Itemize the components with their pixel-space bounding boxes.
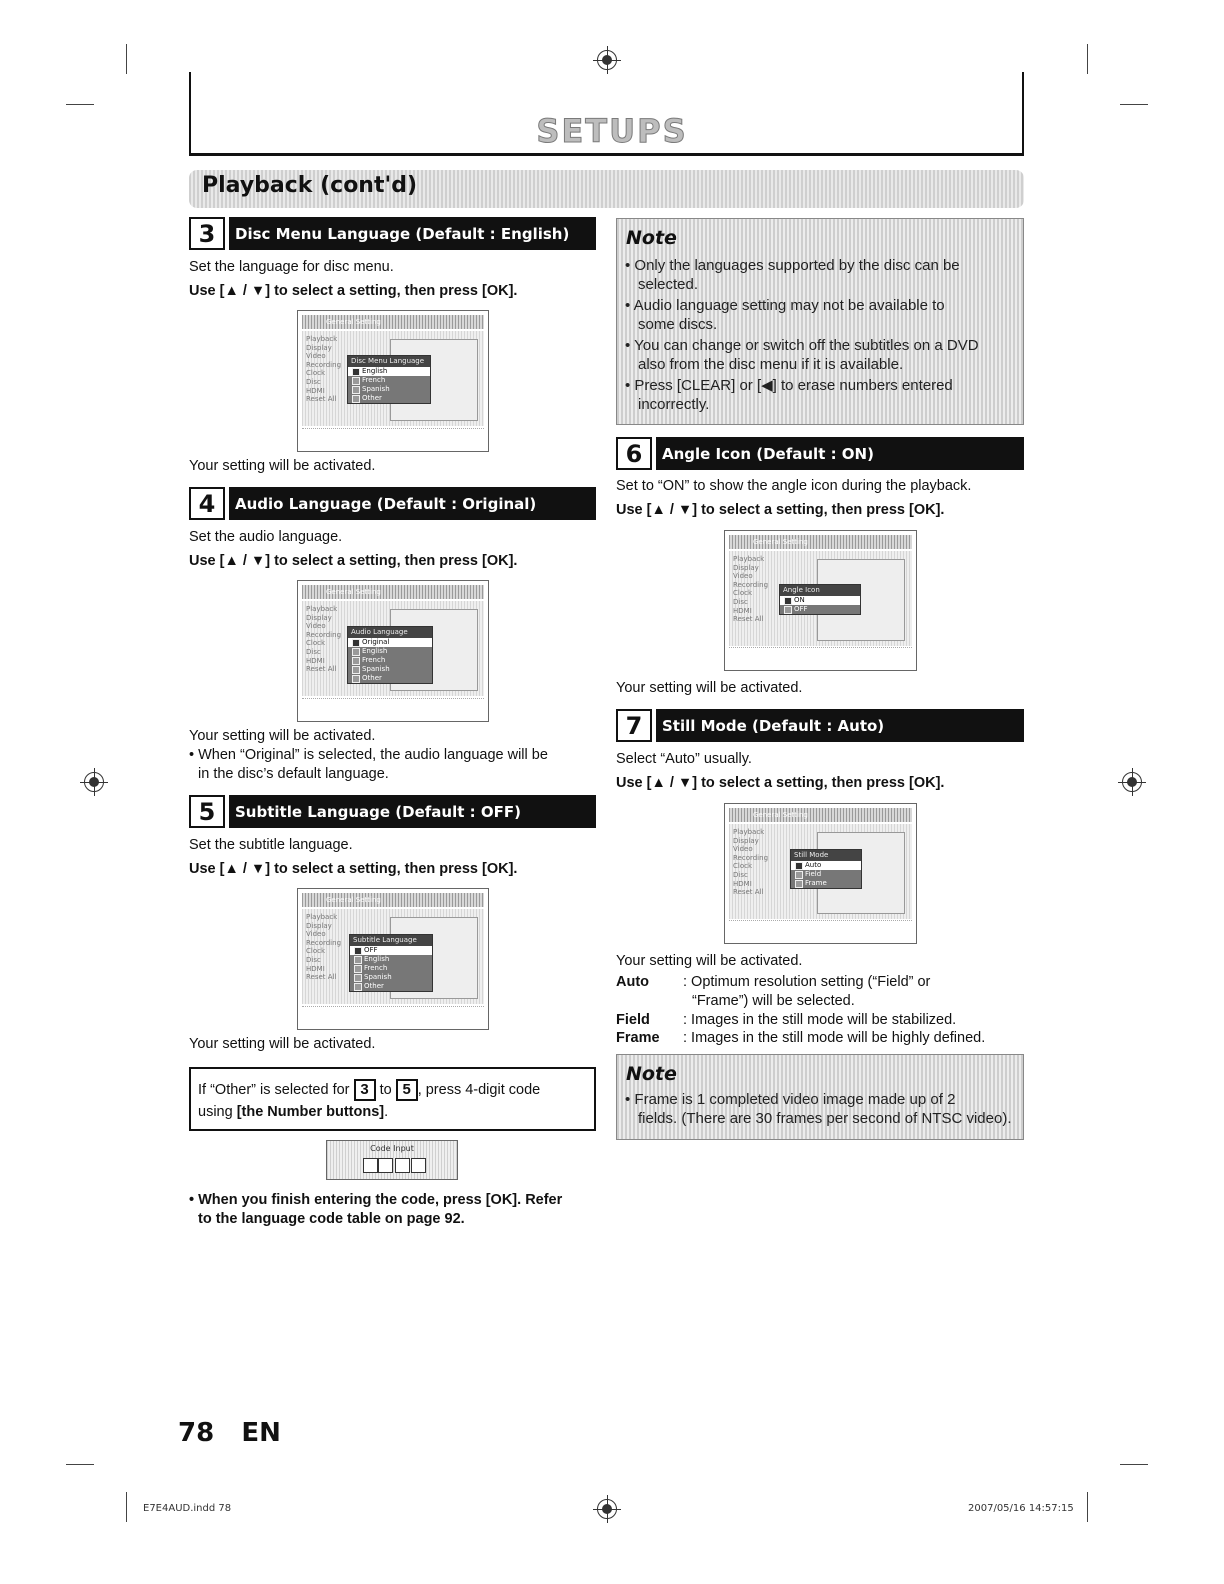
section-4-desc: Set the audio language.	[189, 529, 343, 545]
step-ref-5: 5	[396, 1079, 418, 1101]
option-popup: Audio Language Original English French Spanish Other	[347, 626, 433, 684]
section-band-title: Playback (cont'd)	[202, 173, 418, 198]
section-4-instruction: Use [▲ / ▼] to select a setting, then press [OK].	[189, 553, 518, 569]
code-input-screen	[326, 1140, 458, 1180]
term-field: Field	[616, 1012, 650, 1028]
section-4-bullet-cont: in the disc’s default language.	[198, 766, 389, 782]
section-5-desc: Set the subtitle language.	[189, 837, 353, 853]
screen-still-mode: General Setting Playback Display Video Recording Clock Disc HDMI Reset All Still Mode Auto Field Frame	[724, 803, 917, 944]
section-5-title: Subtitle Language (Default : OFF)	[229, 795, 596, 828]
option-popup: Still Mode Auto Field Frame	[790, 849, 862, 889]
def-auto-cont: “Frame”) will be selected.	[692, 993, 855, 1009]
finish-instruction: • When you finish entering the code, press [OK]. Refer	[189, 1192, 563, 1208]
crop-mark	[1087, 1492, 1088, 1522]
note-title: Note	[626, 227, 677, 249]
crop-mark	[1120, 1464, 1148, 1465]
section-5-result: Your setting will be activated.	[189, 1036, 376, 1052]
step-number: 4	[189, 487, 225, 520]
term-frame: Frame	[616, 1030, 660, 1046]
step-number: 3	[189, 217, 225, 250]
section-6-result: Your setting will be activated.	[616, 680, 803, 696]
crop-mark	[66, 104, 94, 105]
crop-mark	[126, 44, 127, 74]
step-number: 7	[616, 709, 652, 742]
section-6-desc: Set to “ON” to show the angle icon during the playback.	[616, 478, 972, 494]
section-3-header	[189, 217, 596, 250]
def-field: : Images in the still mode will be stabilized.	[683, 1012, 957, 1028]
section-7-header	[616, 709, 1024, 742]
section-7-instruction: Use [▲ / ▼] to select a setting, then press [OK].	[616, 775, 945, 791]
crop-mark	[1087, 44, 1088, 74]
section-5-instruction: Use [▲ / ▼] to select a setting, then press [OK].	[189, 861, 518, 877]
section-4-title: Audio Language (Default : Original)	[229, 487, 596, 520]
option-popup: Subtitle Language OFF English French Spanish Other	[349, 934, 433, 992]
step-number: 6	[616, 437, 652, 470]
section-5-header	[189, 795, 596, 828]
crop-mark	[126, 1492, 127, 1522]
step-number: 5	[189, 795, 225, 828]
section-6-instruction: Use [▲ / ▼] to select a setting, then press [OK].	[616, 502, 945, 518]
note-title: Note	[626, 1063, 677, 1085]
section-4-header	[189, 487, 596, 520]
footer-timestamp: 2007/05/16 14:57:15	[968, 1503, 1074, 1514]
section-3-result: Your setting will be activated.	[189, 458, 376, 474]
code-digit	[395, 1158, 410, 1173]
code-digit	[411, 1158, 426, 1173]
crop-mark	[1120, 104, 1148, 105]
section-3-instruction: Use [▲ / ▼] to select a setting, then press [OK].	[189, 283, 518, 299]
section-7-result: Your setting will be activated.	[616, 953, 803, 969]
note-box: Note • Frame is 1 completed video image made up of 2 fields. (There are 30 frames per second of NTSC video).	[616, 1054, 1024, 1140]
other-language-callout: If “Other” is selected for 3 to 5 , press 4-digit code using [the Number buttons].	[189, 1067, 596, 1131]
screen-audio-language: General Setting Playback Display Video Recording Clock Disc HDMI Reset All Audio Language Original English French Spanish Other	[297, 580, 489, 722]
section-band	[189, 170, 1024, 208]
crop-mark	[66, 1464, 94, 1465]
section-7-desc: Select “Auto” usually.	[616, 751, 752, 767]
step-ref-3: 3	[354, 1079, 376, 1101]
section-6-title: Angle Icon (Default : ON)	[656, 437, 1024, 470]
term-auto: Auto	[616, 974, 650, 990]
registration-mark-icon	[1122, 772, 1142, 792]
section-4-result: Your setting will be activated.	[189, 728, 376, 744]
code-digit	[363, 1158, 378, 1173]
section-7-title: Still Mode (Default : Auto)	[656, 709, 1024, 742]
registration-mark-icon	[597, 1499, 617, 1519]
option-popup: Disc Menu Language English French Spanish Other	[347, 355, 431, 404]
section-3-title: Disc Menu Language (Default : English)	[229, 217, 596, 250]
screen-title: General Setting	[302, 315, 484, 329]
registration-mark-icon	[84, 772, 104, 792]
section-3-desc: Set the language for disc menu.	[189, 259, 394, 275]
option-popup: Angle Icon ON OFF	[779, 584, 861, 615]
code-input-label: Code Input	[370, 1144, 414, 1153]
screen-angle-icon: General Setting Playback Display Video Recording Clock Disc HDMI Reset All Angle Icon ON OFF	[724, 530, 917, 671]
page-title: SETUPS	[536, 112, 688, 150]
def-auto: : Optimum resolution setting (“Field” or	[683, 974, 931, 990]
code-digit	[378, 1158, 393, 1173]
section-4-bullet: • When “Original” is selected, the audio language will be	[189, 747, 548, 763]
def-frame: : Images in the still mode will be highly defined.	[683, 1030, 986, 1046]
screen-disc-menu-language: General Setting Playback Display Video Recording Clock Disc HDMI Reset All Disc Menu Language English French Spanish Other	[297, 310, 489, 452]
screen-subtitle-language: General Setting Playback Display Video Recording Clock Disc HDMI Reset All Subtitle Language OFF English French Spanish Other	[297, 888, 489, 1030]
section-6-header	[616, 437, 1024, 470]
page-number: 78 EN	[178, 1418, 281, 1448]
finish-instruction-cont: to the language code table on page 92.	[198, 1211, 465, 1227]
footer-file: E7E4AUD.indd 78	[143, 1503, 232, 1514]
registration-mark-icon	[597, 50, 617, 70]
note-box: Note • Only the languages supported by the disc can be selected. • Audio language setting may not be available to some discs. • You can change or switch off the subtitles on a DVD also from the disc menu if it is available. • Press [CLEAR] or [◀] to erase numbers entered incorrectly.	[616, 218, 1024, 425]
